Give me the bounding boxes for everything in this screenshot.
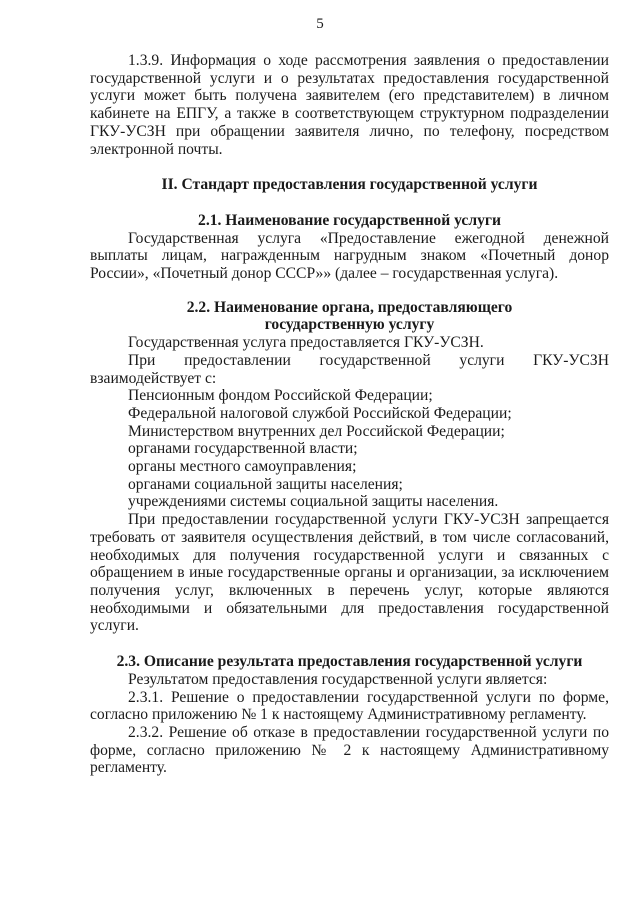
heading-2-3: 2.3. Описание результата предоставления государственной услуги [116,653,583,671]
section-2-title: II. Стандарт предоставления государственной услуги [161,176,538,194]
list-item: Пенсионным фондом Российской Федерации; [128,387,433,405]
word: предоставлении [184,351,291,369]
heading-2-2: 2.2. Наименование органа, предоставляющего государственную услугу [186,298,513,334]
paragraph-1-3-9: 1.3.9. Информация о ходе рассмотрения заявления о предоставлении государственной услуги и о результатах предоставления государственной услуги может быть получена заявителем (его представителем) в личном кабинете на ЕПГУ, а также в соответствующем структурном подразделении ГКУ-УСЗН при обращении заявителя лично, по телефону, посредством электронной почты. [90,52,609,158]
word: услуги [459,351,505,369]
paragraph-2-2-prohibition: При предоставлении государственной услуги ГКУ-УСЗН запрещается требовать от заявителя осуществления действий, в том числе согласований, необходимых для получения государственной услуги и связанных с обращением в иные государственные органы и организации, за исключением получения услуг, включенных в перечень услуг, которые являются необходимыми и обязательными для предоставления государственной услуги. [90,511,609,635]
heading-2-1: 2.1. Наименование государственной услуги [198,211,501,229]
list-item: органы местного самоуправления; [128,458,357,476]
list-item: органами государственной власти; [128,440,358,458]
word: государственной [319,351,431,369]
paragraph-2-3-intro: Результатом предоставления государственной услуги является: [128,670,548,688]
document-body [90,52,609,777]
list-item: органами социальной защиты населения; [128,475,403,493]
list-item: учреждениями системы социальной защиты населения. [128,493,499,511]
paragraph-2-1: Государственная услуга «Предоставление ежегодной денежной выплаты лицам, награжденным нагрудным знаком «Почетный донор России», «Почетный донор СССР»» (далее – государственная услуга). [90,229,609,283]
paragraph-2-3-1: 2.3.1. Решение о предоставлении государственной услуги по форме, согласно приложению № 1 к настоящему Административному регламенту. [90,688,609,724]
interaction-line [90,352,609,370]
paragraph-2-2-provider: Государственная услуга предоставляется ГКУ-УСЗН. [128,334,484,352]
paragraph-2-3-2: 2.3.2. Решение об отказе в предоставлении государственной услуги по форме, согласно приложению № 2 к настоящему Административному регламенту. [90,723,609,777]
word: ГКУ-УСЗН [533,351,609,369]
page-number: 5 [316,16,324,32]
interaction-list [90,387,609,511]
list-item: Федеральной налоговой службой Российской Федерации; [128,404,512,422]
word: При [128,351,156,369]
list-item: Министерством внутренних дел Российской Федерации; [128,422,505,440]
interaction-tail: взаимодействует с: [90,369,217,387]
